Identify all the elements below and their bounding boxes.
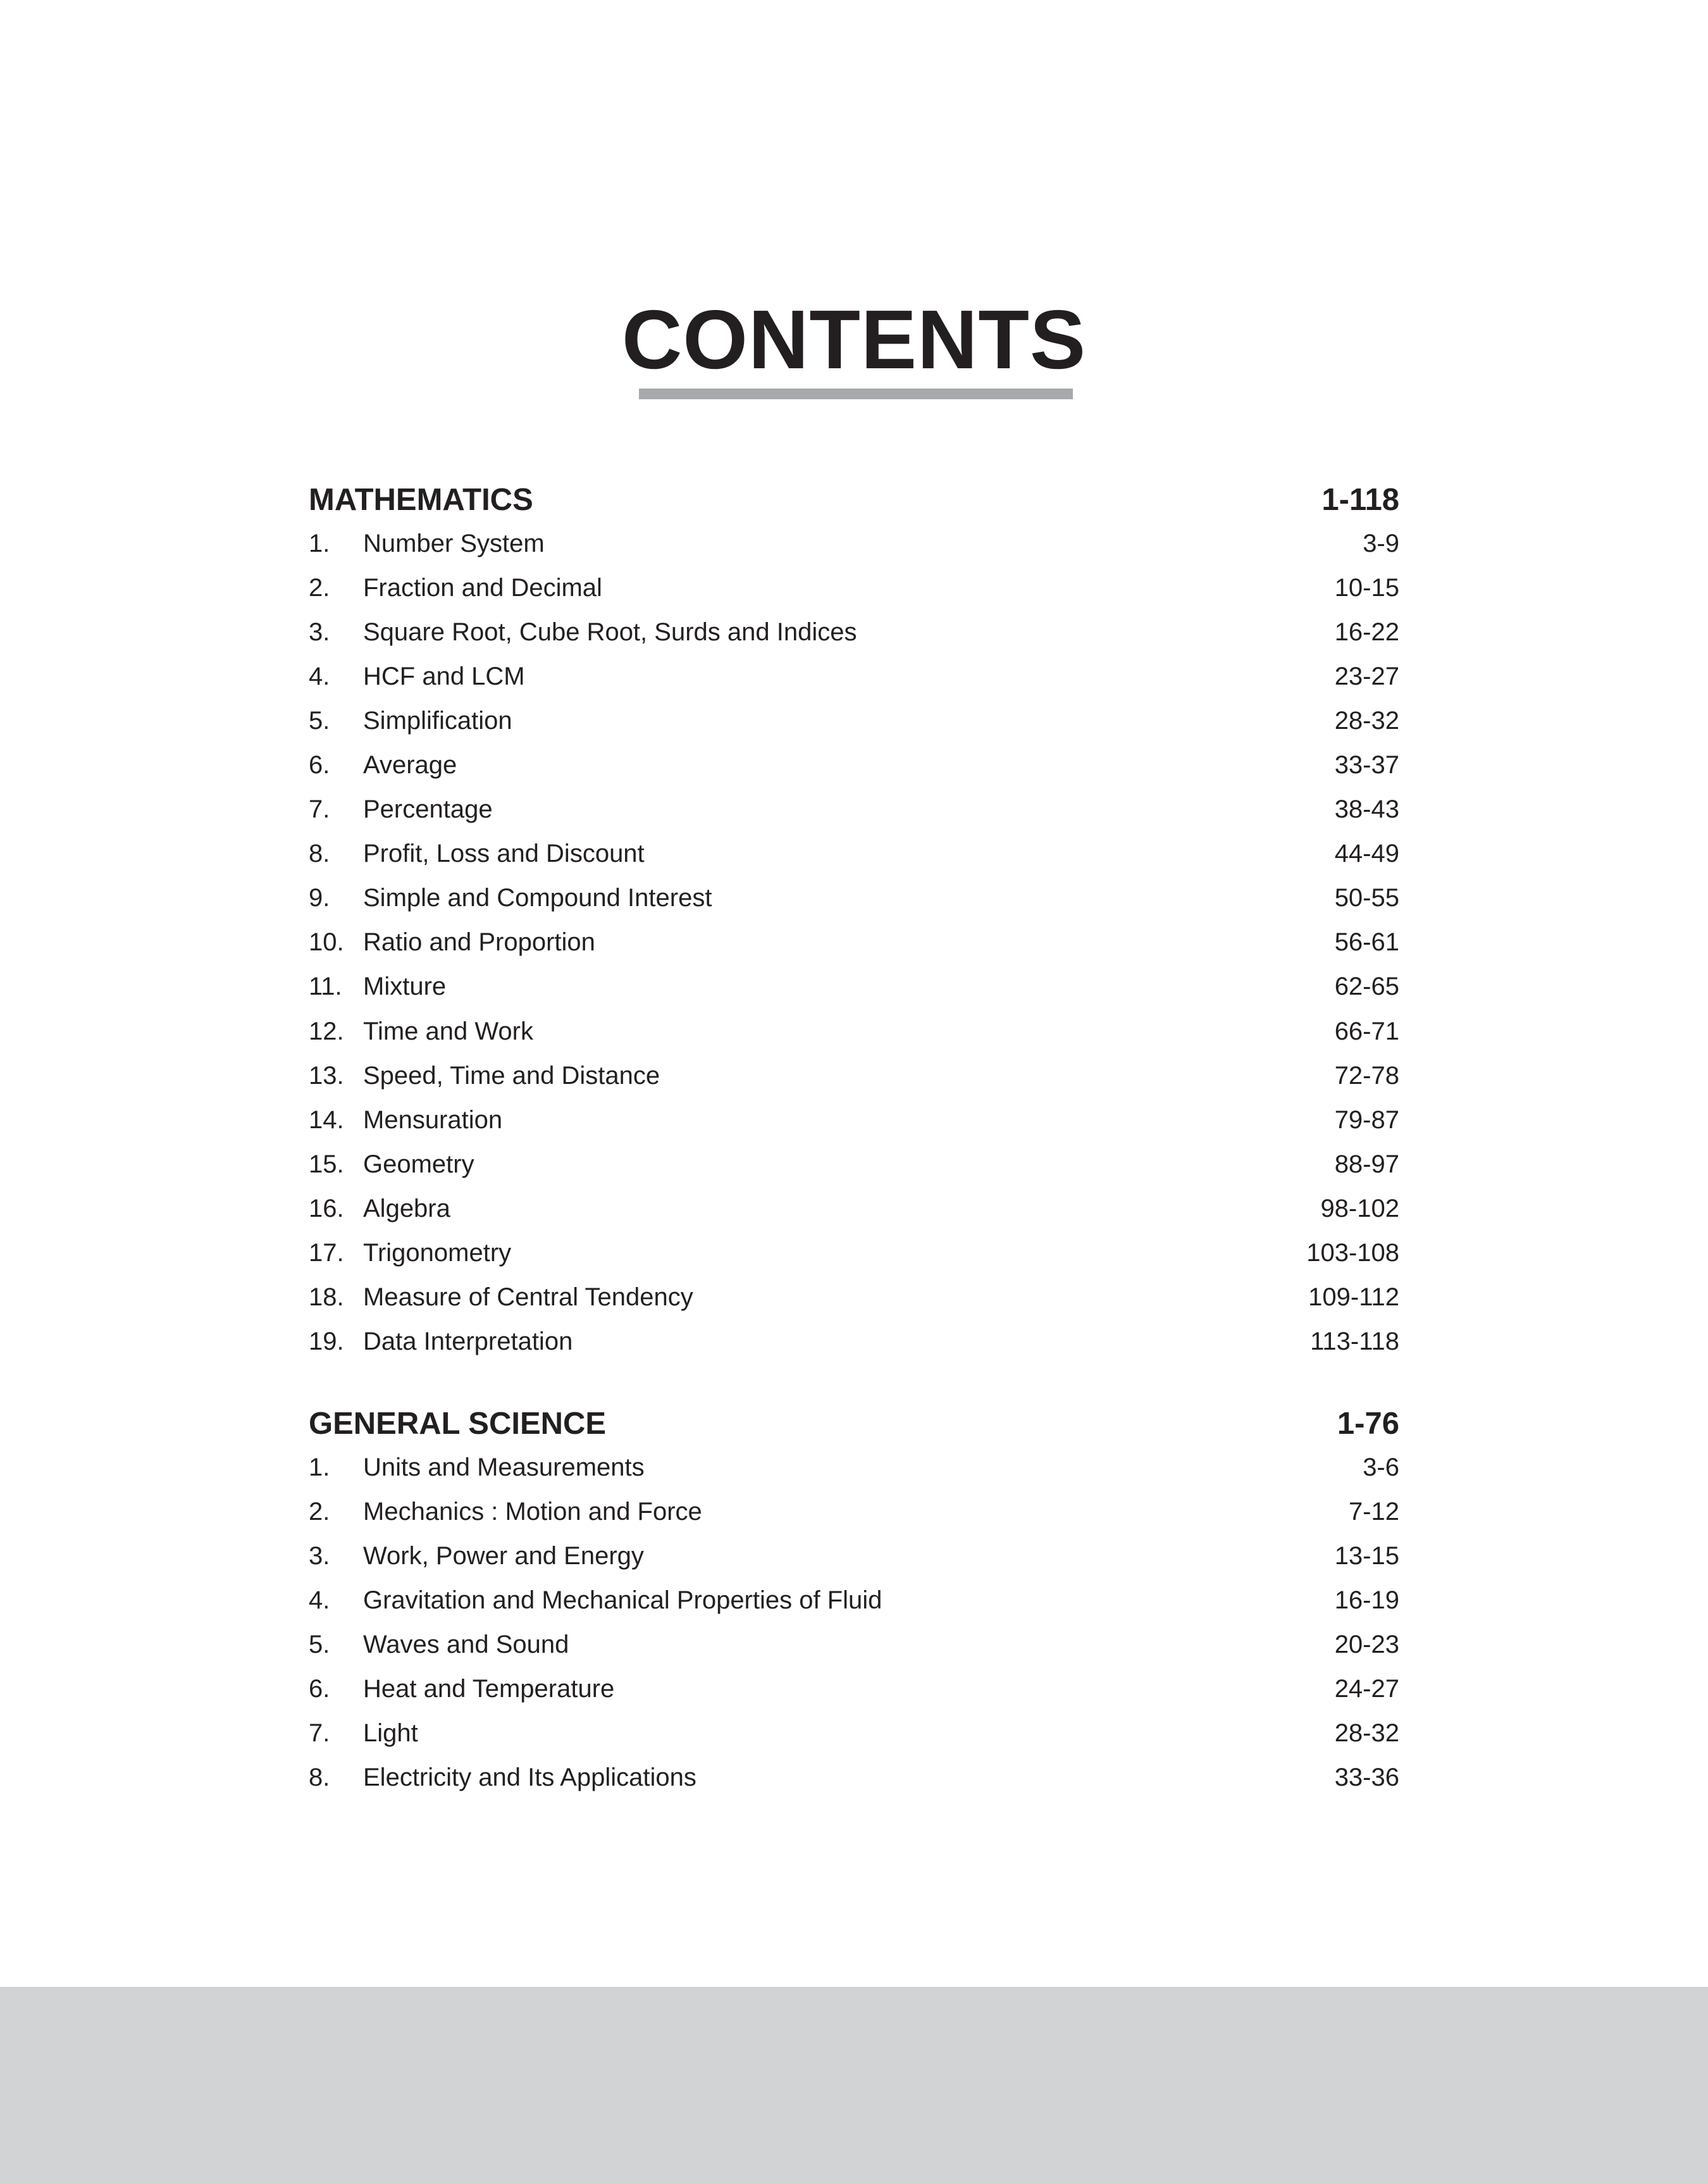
entry-number: 8.: [309, 1763, 330, 1792]
toc-entry: [309, 788, 1399, 832]
entry-number: 11.: [309, 973, 342, 1001]
toc-entry: [309, 654, 1399, 699]
toc-entry: [309, 965, 1399, 1009]
toc-entry: [309, 876, 1399, 921]
toc-entry: [309, 1320, 1399, 1364]
entry-title: Simplification: [363, 706, 512, 735]
toc-entry: [309, 1054, 1399, 1098]
entry-title: Number System: [363, 529, 545, 557]
entry-title: Square Root, Cube Root, Surds and Indices: [363, 618, 857, 646]
entry-number: 13.: [309, 1061, 344, 1090]
toc-entry: [309, 1142, 1399, 1186]
entry-page-range: 113-118: [1310, 1328, 1399, 1356]
entry-number: 4.: [309, 1586, 330, 1614]
entry-page-range: 16-22: [1334, 618, 1399, 646]
entry-page-range: 23-27: [1334, 662, 1399, 690]
entry-title: Work, Power and Energy: [363, 1541, 644, 1570]
entry-title: Simple and Compound Interest: [363, 884, 712, 912]
entry-number: 6.: [309, 1675, 330, 1703]
entry-number: 4.: [309, 662, 330, 690]
entry-number: 5.: [309, 1630, 330, 1658]
entry-page-range: 56-61: [1334, 928, 1399, 957]
entry-title: Measure of Central Tendency: [363, 1283, 693, 1312]
entry-title: Geometry: [363, 1150, 474, 1178]
entry-page-range: 50-55: [1334, 884, 1399, 912]
toc-entry: [309, 610, 1399, 654]
entry-title: Algebra: [363, 1194, 450, 1222]
entry-title: Gravitation and Mechanical Properties of Fluid: [363, 1586, 882, 1614]
page-title: CONTENTS: [622, 293, 1086, 386]
entry-page-range: 3-9: [1363, 529, 1399, 557]
entry-title: HCF and LCM: [363, 662, 525, 690]
entry-number: 15.: [309, 1150, 344, 1178]
toc-entry: [309, 1231, 1399, 1276]
entry-number: 17.: [309, 1239, 344, 1267]
entry-page-range: 20-23: [1334, 1630, 1399, 1658]
entry-number: 2.: [309, 1497, 330, 1526]
toc-entry: [309, 743, 1399, 787]
entry-number: 1.: [309, 529, 330, 557]
entry-page-range: 16-19: [1334, 1586, 1399, 1614]
toc-entry: [309, 1578, 1399, 1622]
toc-entry: [309, 1667, 1399, 1711]
entry-number: 16.: [309, 1194, 344, 1222]
entry-title: Ratio and Proportion: [363, 928, 595, 957]
entry-number: 9.: [309, 884, 330, 912]
entry-title: Percentage: [363, 795, 493, 824]
toc-section-mathematics: [309, 478, 1399, 1364]
entry-number: 18.: [309, 1283, 344, 1312]
toc-entry: [309, 1712, 1399, 1756]
entry-number: 7.: [309, 1719, 330, 1748]
toc-entry: [309, 1445, 1399, 1490]
toc-entry-list: [309, 1445, 1399, 1800]
entry-number: 12.: [309, 1017, 344, 1045]
title-underline: [639, 389, 1073, 399]
entry-number: 7.: [309, 795, 330, 824]
toc-entry: [309, 832, 1399, 876]
entry-title: Trigonometry: [363, 1239, 512, 1267]
entry-page-range: 98-102: [1320, 1194, 1399, 1222]
toc-entry: [309, 521, 1399, 566]
entry-page-range: 44-49: [1334, 840, 1399, 868]
entry-title: Light: [363, 1719, 418, 1748]
entry-title: Heat and Temperature: [363, 1675, 615, 1703]
entry-page-range: 38-43: [1334, 795, 1399, 824]
entry-page-range: 72-78: [1334, 1061, 1399, 1090]
footer-band: [0, 1987, 1708, 2183]
toc-entry: [309, 1009, 1399, 1054]
entry-title: Electricity and Its Applications: [363, 1763, 696, 1792]
entry-title: Fraction and Decimal: [363, 573, 602, 602]
entry-title: Waves and Sound: [363, 1630, 569, 1658]
entry-number: 8.: [309, 840, 330, 868]
entry-page-range: 13-15: [1334, 1541, 1399, 1570]
section-page-range: 1-76: [1337, 1407, 1399, 1441]
entry-page-range: 7-12: [1348, 1497, 1399, 1526]
entry-page-range: 24-27: [1334, 1675, 1399, 1703]
toc-entry: [309, 1756, 1399, 1800]
entry-number: 14.: [309, 1105, 344, 1134]
entry-title: Average: [363, 751, 457, 780]
entry-title: Mixture: [363, 973, 447, 1001]
toc-entry: [309, 1490, 1399, 1534]
section-page-range: 1-118: [1321, 483, 1399, 517]
entry-page-range: 10-15: [1334, 573, 1399, 602]
entry-title: Data Interpretation: [363, 1328, 573, 1356]
entry-page-range: 3-6: [1363, 1453, 1399, 1481]
entry-number: 6.: [309, 751, 330, 780]
toc-entry: [309, 1534, 1399, 1578]
entry-number: 5.: [309, 706, 330, 735]
section-name: MATHEMATICS: [309, 483, 533, 517]
entry-page-range: 62-65: [1334, 973, 1399, 1001]
section-name: GENERAL SCIENCE: [309, 1407, 607, 1441]
entry-number: 10.: [309, 928, 344, 957]
entry-number: 3.: [309, 618, 330, 646]
entry-page-range: 33-37: [1334, 751, 1399, 780]
entry-page-range: 66-71: [1334, 1017, 1399, 1045]
entry-page-range: 88-97: [1334, 1150, 1399, 1178]
entry-page-range: 33-36: [1334, 1763, 1399, 1792]
toc-entry: [309, 699, 1399, 743]
entry-number: 2.: [309, 573, 330, 602]
entry-page-range: 109-112: [1308, 1283, 1399, 1312]
entry-number: 19.: [309, 1328, 344, 1356]
entry-page-range: 103-108: [1306, 1239, 1399, 1267]
entry-number: 3.: [309, 1541, 330, 1570]
toc-entry: [309, 1186, 1399, 1231]
entry-title: Time and Work: [363, 1017, 533, 1045]
entry-page-range: 28-32: [1334, 706, 1399, 735]
entry-title: Speed, Time and Distance: [363, 1061, 660, 1090]
entry-page-range: 79-87: [1334, 1105, 1399, 1134]
toc-section-general-science: [309, 1402, 1399, 1800]
entry-title: Units and Measurements: [363, 1453, 645, 1481]
entry-title: Profit, Loss and Discount: [363, 840, 645, 868]
toc-entry: [309, 1098, 1399, 1142]
entry-page-range: 28-32: [1334, 1719, 1399, 1748]
toc-entry: [309, 921, 1399, 965]
toc-entry: [309, 566, 1399, 610]
toc-entry-list: [309, 521, 1399, 1364]
toc-entry: [309, 1276, 1399, 1320]
section-header: [309, 1402, 1399, 1445]
entry-title: Mechanics : Motion and Force: [363, 1497, 702, 1526]
section-header: [309, 478, 1399, 521]
entry-title: Mensuration: [363, 1105, 503, 1134]
entry-number: 1.: [309, 1453, 330, 1481]
toc-entry: [309, 1622, 1399, 1667]
